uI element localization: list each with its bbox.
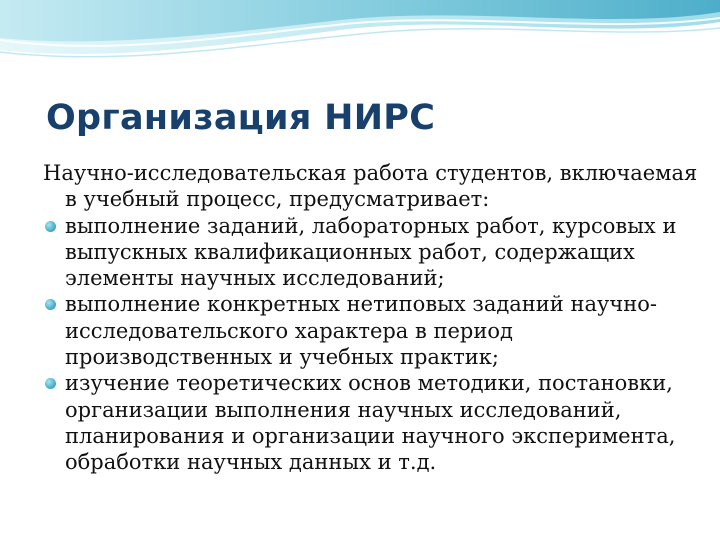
bullet-text: выполнение заданий, лабораторных работ, курсовых и выпускных квалификационных работ, содержащих элементы научных исследований; <box>65 213 677 291</box>
round-bullet-icon <box>45 299 56 310</box>
round-bullet-icon <box>45 378 56 389</box>
bullet-list <box>43 213 703 476</box>
bullet-item <box>43 291 703 370</box>
header-wave-decoration <box>0 0 720 70</box>
slide-body <box>43 160 703 476</box>
slide-title: Организация НИРС <box>46 98 436 138</box>
bullet-text: изучение теоретических основ методики, постановки, организации выполнения научных исследований, планирования и организации научного эксперимента, обработки научных данных и т.д. <box>65 371 676 475</box>
intro-paragraph: Научно-исследовательская работа студентов, включаемая в учебный процесс, предусматривает: <box>43 161 698 212</box>
round-bullet-icon <box>45 221 56 232</box>
bullet-item <box>43 213 703 292</box>
bullet-item <box>43 370 703 475</box>
bullet-text: выполнение конкретных нетиповых заданий научно-исследовательского характера в период производственных и учебных практик; <box>65 292 657 370</box>
